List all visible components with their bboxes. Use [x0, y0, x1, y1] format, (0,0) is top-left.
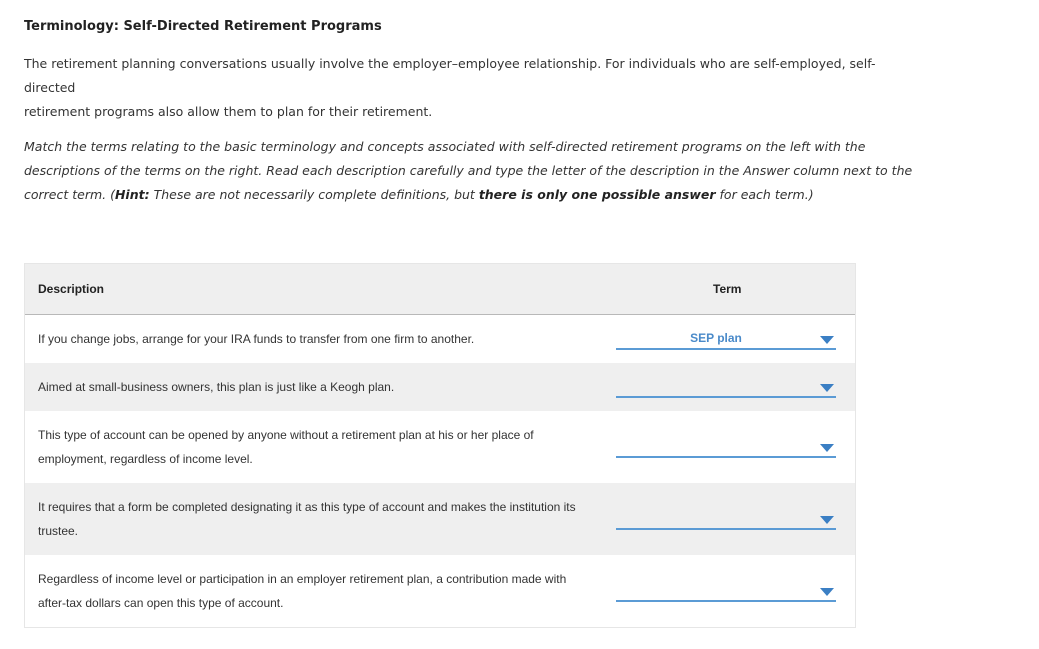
row-description — [38, 423, 598, 471]
hint-label: Hint: — [114, 187, 150, 202]
table-row — [25, 363, 855, 411]
description-line: It requires that a form be completed designating it as this type of account and makes the institution its — [38, 500, 576, 514]
term-dropdown[interactable] — [616, 582, 836, 602]
description-line: Aimed at small-business owners, this plan is just like a Keogh plan. — [38, 380, 395, 394]
description-line: If you change jobs, arrange for your IRA funds to transfer from one firm to another. — [38, 332, 475, 346]
description-line: employment, regardless of income level. — [38, 452, 253, 466]
chevron-down-icon[interactable] — [820, 588, 834, 596]
instructions-paragraph — [24, 135, 944, 207]
table-row — [25, 411, 855, 483]
table-header — [25, 264, 855, 315]
table-row — [25, 555, 855, 627]
page-title: Terminology: Self-Directed Retirement Programs — [24, 19, 382, 34]
term-dropdown[interactable] — [616, 438, 836, 458]
instructions-emphasis: there is only one possible answer — [478, 187, 716, 202]
term-dropdown[interactable] — [616, 330, 836, 350]
chevron-down-icon[interactable] — [820, 336, 834, 344]
instructions-text: for each term.) — [715, 187, 814, 202]
description-line: Regardless of income level or participation in an employer retirement plan, a contribution made with — [38, 572, 567, 586]
row-description — [38, 495, 598, 543]
table-row — [25, 483, 855, 555]
description-line: trustee. — [38, 524, 79, 538]
intro-line: retirement programs also allow them to plan for their retirement. — [24, 104, 433, 119]
description-line: This type of account can be opened by anyone without a retirement plan at his or her place of — [38, 428, 534, 442]
chevron-down-icon[interactable] — [820, 384, 834, 392]
instructions-text: Match the terms relating to the basic terminology and concepts associated with self-directed retirement programs on the left with the descriptions of the terms on the right. Read each description carefully and type the letter of the description in the Answer column next to the correct term. ( — [24, 139, 913, 202]
row-description — [38, 567, 598, 615]
row-description — [38, 375, 598, 399]
description-line: after-tax dollars can open this type of account. — [38, 596, 284, 610]
term-dropdown[interactable] — [616, 378, 836, 398]
row-description — [38, 327, 598, 351]
intro-line: The retirement planning conversations usually involve the employer–employee relationship. For individuals who are self-employed, self-directed — [24, 56, 876, 95]
column-header-description: Description — [38, 282, 105, 296]
table-row — [25, 315, 855, 363]
term-dropdown[interactable] — [616, 510, 836, 530]
column-header-term: Term — [713, 282, 742, 296]
chevron-down-icon[interactable] — [820, 516, 834, 524]
term-dropdown-value: SEP plan — [690, 331, 742, 345]
matching-table — [24, 263, 856, 628]
intro-paragraph — [24, 52, 924, 124]
instructions-text: These are not necessarily complete definitions, but — [149, 187, 479, 202]
chevron-down-icon[interactable] — [820, 444, 834, 452]
